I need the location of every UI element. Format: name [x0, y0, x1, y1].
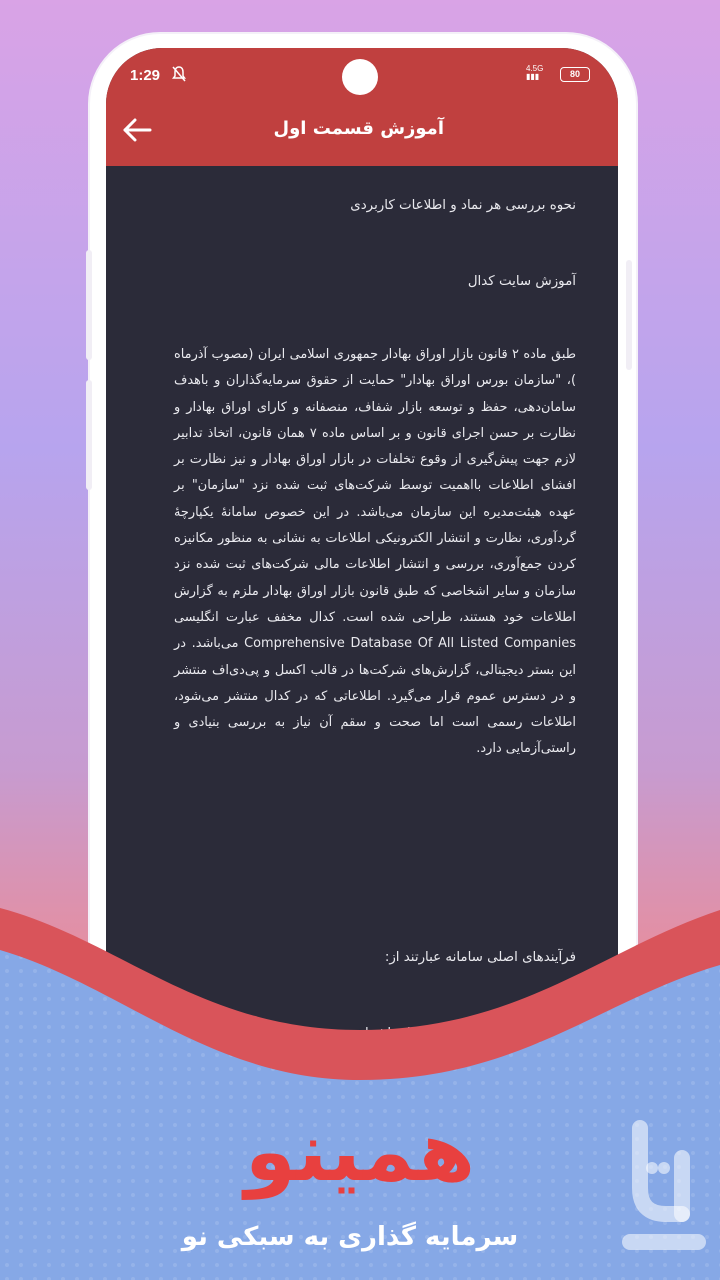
promo-tagline: سرمایه گذاری به سبکی نو: [181, 1222, 519, 1252]
page-title: آموزش قسمت اول: [273, 118, 444, 139]
app-header: [106, 48, 618, 166]
network-label: 4.5G: [526, 64, 544, 73]
status-time: 1:29: [130, 67, 161, 84]
arrow-left-icon[interactable]: [122, 118, 152, 142]
content-body: طبق ماده ۲ قانون بازار اوراق بهادار جمهوری اسلامی ایران (مصوب آذرماه )، "سازمان بورس اوراق بهادار" حمایت از حقوق سرمایه‌گذاران و باهدف سامان‌دهی، حفظ و توسعه بازار شفاف، منصفانه و کارای اوراق بهادار و نظارت بر حسن اجرای قانون و بر اساس ماده ۷ همان قانون، اتخاذ تدابیر لازم جهت پیش‌گیری از وقوع تخلفات در بازار اوراق بهادار و نیز نظارت بر افشای اطلاعات بااهمیت توسط شرکت‌های ثبت شده نزد "سازمان" بر عهده هیئت‌مدیره این سازمان می‌باشد. در این خصوص سامانهٔ یکپارچهٔ گردآوری، نظارت و انتشار الکترونیکی اطلاعات به نشانی به منظور مکانیزه کردن جمع‌آوری، بررسی و انتشار اطلاعات مالی شرکت‌های ثبت شده نزد سازمان و سایر اشخاصی که طبق قانون بازار اوراق بهادار ملزم به گزارش اطلاعات خود هستند، طراحی شده است. کدال مخفف عبارت انگلیسی Comprehensive Database Of All Listed Companies می‌باشد. در این بستر دیجیتالی، گزارش‌های شرکت‌ها در قالب اکسل و پی‌دی‌اف منتشر و در دسترس عموم قرار می‌گیرد. اطلاعاتی که در کدال منتشر می‌شود، اطلاعات رسمی است اما صحت و سقم آن نیاز به بررسی بنیادی و راستی‌آزمایی دارد.: [174, 347, 577, 757]
phone-power-button: [626, 260, 632, 370]
list-heading: فرآیندهای اصلی سامانه عبارتند از:: [384, 950, 576, 965]
camera-cutout: [342, 59, 378, 95]
content-heading: نحوه بررسی هر نماد و اطلاعات کاربردی: [350, 198, 576, 213]
network-indicator: 4.5G ▮▮▮: [526, 64, 544, 81]
bell-off-icon: [170, 65, 188, 83]
phone-side-button: [86, 250, 92, 360]
content-subheading: آموزش سایت کدال: [467, 274, 576, 289]
phone-side-button: [86, 380, 92, 490]
brand-logo-text: همینو: [244, 1105, 476, 1200]
bazaar-logo-icon: [612, 1118, 712, 1258]
battery-indicator: 80: [560, 67, 590, 82]
